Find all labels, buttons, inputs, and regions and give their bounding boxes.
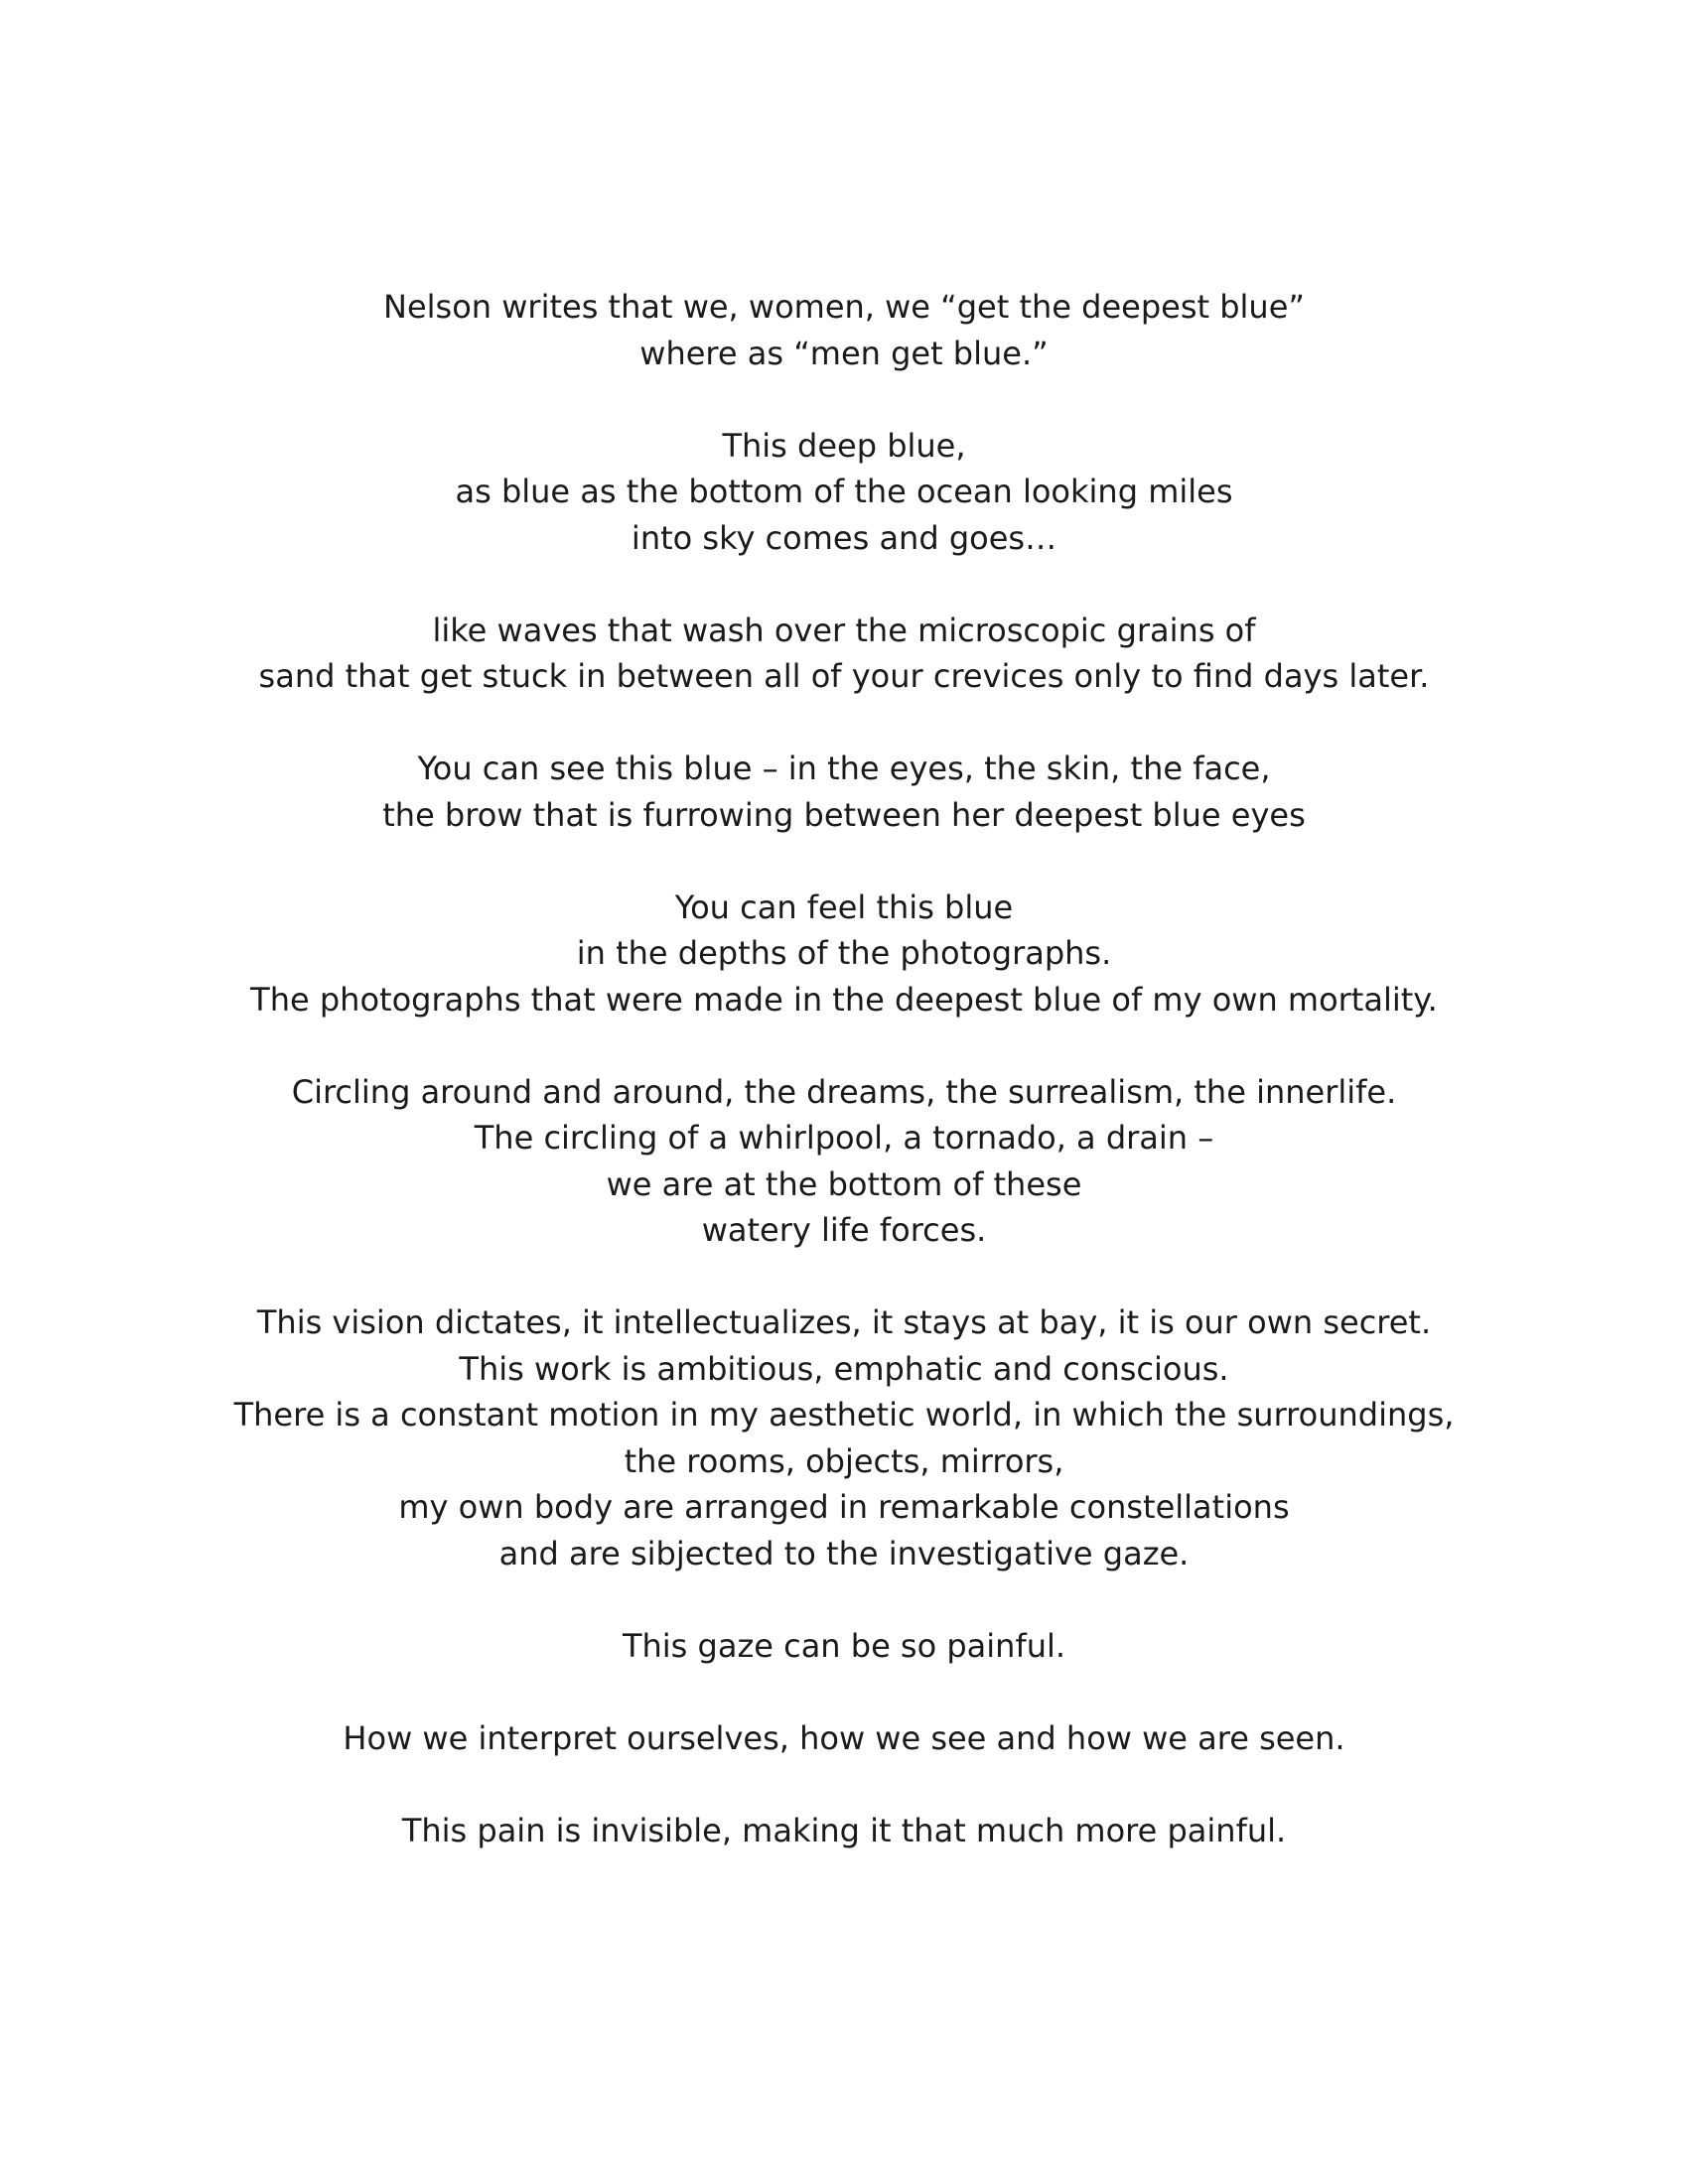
poem-line: This pain is invisible, making it that much more painful.	[401, 1811, 1287, 1849]
poem-line: watery life forces.	[701, 1211, 987, 1249]
poem-line: we are at the bottom of these	[606, 1164, 1082, 1203]
poem-line: This vision dictates, it intellectualizes, it stays at bay, it is our own secret.	[256, 1303, 1432, 1341]
poem-line: the rooms, objects, mirrors,	[624, 1441, 1064, 1480]
stanza-2	[99, 423, 1589, 562]
poem-line: How we interpret ourselves, how we see and how we are seen.	[343, 1718, 1345, 1757]
poem-line: You can see this blue – in the eyes, the skin, the face,	[417, 750, 1271, 787]
poem-line: the brow that is furrowing between her deepest blue eyes	[382, 795, 1306, 834]
poem-line: You can feel this blue	[674, 887, 1014, 926]
stanza-6	[99, 1069, 1589, 1254]
poem-line: my own body are arranged in remarkable constellations	[398, 1488, 1290, 1526]
poem-line: into sky comes and goes…	[631, 518, 1057, 557]
poem-line: sand that get stuck in between all of your crevices only to find days later.	[258, 657, 1430, 695]
stanza-4	[99, 746, 1589, 838]
stanza-3	[99, 608, 1589, 700]
stanza-10	[99, 1808, 1589, 1854]
poem-body	[99, 284, 1589, 1900]
stanza-5	[99, 885, 1589, 1024]
poem-line: Circling around and around, the dreams, the surrealism, the innerlife.	[291, 1072, 1397, 1111]
poem-line: This deep blue,	[722, 426, 966, 465]
stanza-9	[99, 1715, 1589, 1762]
stanza-1	[99, 284, 1589, 376]
poem-line: as blue as the bottom of the ocean looking miles	[455, 473, 1233, 510]
poem-line: This gaze can be so painful.	[622, 1626, 1066, 1665]
poem-line: The photographs that were made in the deepest blue of my own mortality.	[250, 980, 1438, 1019]
poem-line: This work is ambitious, emphatic and conscious.	[459, 1349, 1229, 1388]
poem-line: where as “men get blue.”	[639, 334, 1049, 372]
poem-line: Nelson writes that we, women, we “get the deepest blue”	[383, 288, 1305, 326]
poem-line: like waves that wash over the microscopic grains of	[432, 611, 1256, 649]
poem-line: There is a constant motion in my aesthetic world, in which the surroundings,	[233, 1396, 1455, 1433]
poem-line: and are sibjected to the investigative gaze.	[498, 1534, 1190, 1572]
stanza-8	[99, 1623, 1589, 1670]
stanza-7	[99, 1299, 1589, 1576]
poem-line: The circling of a whirlpool, a tornado, a drain –	[474, 1119, 1214, 1157]
poem-line: in the depths of the photographs.	[576, 934, 1112, 972]
